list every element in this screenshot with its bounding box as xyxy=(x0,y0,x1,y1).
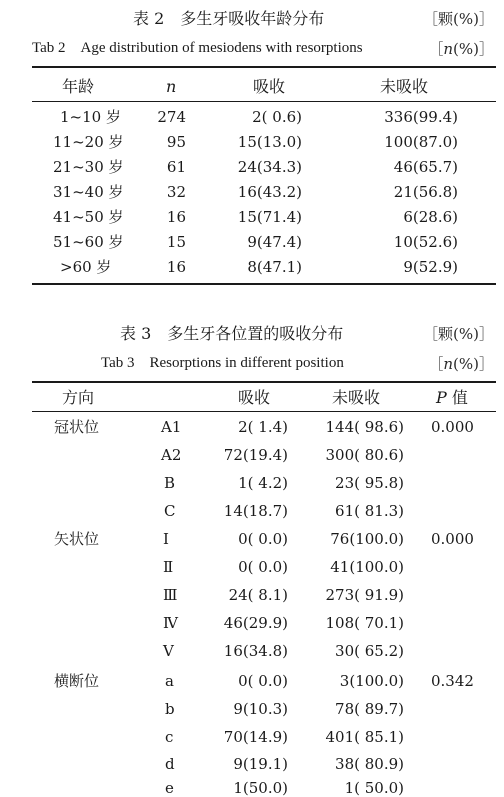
not-resorbed-cell: 76(100.0) xyxy=(330,530,404,548)
not-resorbed-cell: 21(56.8) xyxy=(393,183,458,201)
table3-unit-cn: ［颗(%)］ xyxy=(423,325,494,343)
resorbed-cell: 46(29.9) xyxy=(223,614,288,632)
table2-bottom-rule xyxy=(32,283,496,285)
table3-header-direction: 方向 xyxy=(62,388,95,407)
resorbed-cell: 16(34.8) xyxy=(223,642,288,660)
position-cell: Ⅱ xyxy=(163,558,174,576)
resorbed-cell: 15(13.0) xyxy=(237,133,302,151)
table3-unit-en: ［n(%)］ xyxy=(428,355,494,373)
n-cell: 32 xyxy=(166,183,186,201)
table2-caption-en: Tab 2 Age distribution of mesiodens with resorptions xyxy=(32,40,363,56)
resorbed-cell: 0( 0.0) xyxy=(238,530,288,548)
resorbed-cell: 2( 1.4) xyxy=(238,418,288,436)
not-resorbed-cell: 30( 65.2) xyxy=(335,642,404,660)
table3-header-p-value: P 值 xyxy=(436,388,468,407)
not-resorbed-cell: 144( 98.6) xyxy=(325,418,404,436)
table2-unit-cn: ［颗(%)］ xyxy=(423,10,494,28)
direction-cell: 横断位 xyxy=(54,672,100,690)
table2-unit-en: ［n(%)］ xyxy=(428,40,494,58)
resorbed-cell: 9(10.3) xyxy=(233,700,288,718)
not-resorbed-cell: 9(52.9) xyxy=(403,258,458,276)
position-cell: C xyxy=(164,502,176,520)
table2-header-n: n xyxy=(166,77,177,96)
table3-caption-cn: 表 3 多生牙各位置的吸收分布 xyxy=(120,324,344,343)
position-cell: Ⅴ xyxy=(163,642,174,660)
resorbed-cell: 70(14.9) xyxy=(223,728,288,746)
direction-cell: 矢状位 xyxy=(54,530,100,548)
resorbed-cell: 72(19.4) xyxy=(223,446,288,464)
position-cell: a xyxy=(165,672,174,690)
not-resorbed-cell: 38( 80.9) xyxy=(335,755,404,773)
age-cell: >60 岁 xyxy=(60,258,112,276)
position-cell: e xyxy=(165,779,174,797)
age-cell: 41~50 岁 xyxy=(53,208,124,226)
resorbed-cell: 24( 8.1) xyxy=(228,586,288,604)
age-cell: 51~60 岁 xyxy=(53,233,124,251)
table3-top-rule xyxy=(32,381,496,383)
not-resorbed-cell: 108( 70.1) xyxy=(325,614,404,632)
age-cell: 1~10 岁 xyxy=(60,108,121,126)
resorbed-cell: 0( 0.0) xyxy=(238,558,288,576)
table2-header-resorbed: 吸收 xyxy=(253,77,286,96)
not-resorbed-cell: 61( 81.3) xyxy=(335,502,404,520)
p-value-cell: 0.000 xyxy=(431,418,474,436)
p-value-cell: 0.000 xyxy=(431,530,474,548)
n-cell: 16 xyxy=(166,258,186,276)
direction-cell: 冠状位 xyxy=(54,418,100,436)
resorbed-cell: 24(34.3) xyxy=(237,158,302,176)
resorbed-cell: 9(19.1) xyxy=(233,755,288,773)
age-cell: 11~20 岁 xyxy=(53,133,124,151)
n-cell: 61 xyxy=(166,158,186,176)
position-cell: B xyxy=(164,474,176,492)
position-cell: d xyxy=(165,755,175,773)
table2-header-not-resorbed: 未吸收 xyxy=(380,77,429,96)
table3-header-resorbed: 吸收 xyxy=(238,388,271,407)
not-resorbed-cell: 100(87.0) xyxy=(384,133,458,151)
n-cell: 15 xyxy=(166,233,186,251)
resorbed-cell: 9(47.4) xyxy=(247,233,302,251)
not-resorbed-cell: 41(100.0) xyxy=(330,558,404,576)
not-resorbed-cell: 3(100.0) xyxy=(339,672,404,690)
position-cell: Ⅳ xyxy=(163,614,178,632)
not-resorbed-cell: 46(65.7) xyxy=(393,158,458,176)
not-resorbed-cell: 300( 80.6) xyxy=(325,446,404,464)
resorbed-cell: 16(43.2) xyxy=(237,183,302,201)
table3-caption-en: Tab 3 Resorptions in different position xyxy=(101,355,344,371)
position-cell: c xyxy=(165,728,174,746)
p-value-cell: 0.342 xyxy=(431,672,474,690)
position-cell: A1 xyxy=(161,418,182,436)
resorbed-cell: 0( 0.0) xyxy=(238,672,288,690)
table3-header-rule xyxy=(32,411,496,412)
not-resorbed-cell: 23( 95.8) xyxy=(335,474,404,492)
resorbed-cell: 1(50.0) xyxy=(233,779,288,797)
table2-top-rule xyxy=(32,66,496,68)
not-resorbed-cell: 6(28.6) xyxy=(403,208,458,226)
not-resorbed-cell: 401( 85.1) xyxy=(325,728,404,746)
not-resorbed-cell: 78( 89.7) xyxy=(335,700,404,718)
position-cell: Ⅲ xyxy=(163,586,178,604)
not-resorbed-cell: 336(99.4) xyxy=(384,108,458,126)
n-cell: 95 xyxy=(166,133,186,151)
resorbed-cell: 14(18.7) xyxy=(223,502,288,520)
resorbed-cell: 8(47.1) xyxy=(247,258,302,276)
age-cell: 21~30 岁 xyxy=(53,158,124,176)
resorbed-cell: 15(71.4) xyxy=(237,208,302,226)
table3-header-not-resorbed: 未吸收 xyxy=(332,388,381,407)
table2-header-rule xyxy=(32,101,496,102)
table2-header-age: 年龄 xyxy=(62,77,95,96)
n-cell: 16 xyxy=(166,208,186,226)
position-cell: b xyxy=(165,700,175,718)
n-cell: 274 xyxy=(157,108,186,126)
resorbed-cell: 1( 4.2) xyxy=(238,474,288,492)
table2-caption-cn: 表 2 多生牙吸收年龄分布 xyxy=(133,9,325,28)
not-resorbed-cell: 10(52.6) xyxy=(393,233,458,251)
position-cell: A2 xyxy=(161,446,182,464)
age-cell: 31~40 岁 xyxy=(53,183,124,201)
resorbed-cell: 2( 0.6) xyxy=(252,108,302,126)
position-cell: Ⅰ xyxy=(163,530,169,548)
not-resorbed-cell: 273( 91.9) xyxy=(325,586,404,604)
not-resorbed-cell: 1( 50.0) xyxy=(344,779,404,797)
